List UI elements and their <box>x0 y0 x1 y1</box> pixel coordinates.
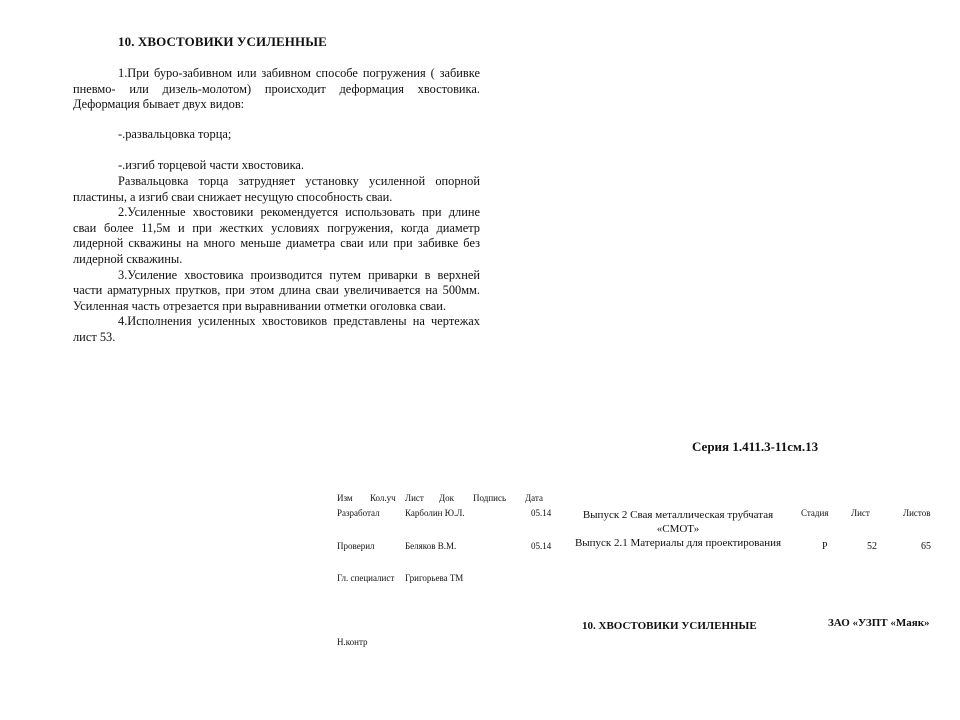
paragraph-1: 1.При буро-забивном или забивном способе погружения ( забивке пневмо- или дизель-молотом) происходит деформация хвостовика. Деформация бывает двух видов: <box>73 66 480 112</box>
company-name: ЗАО «УЗПТ «Маяк» <box>828 617 930 629</box>
header-data: Дата <box>525 493 543 503</box>
stage-label: Стадия <box>801 508 829 518</box>
row-checked-role: Проверил <box>337 541 375 551</box>
sheet-value: 52 <box>867 541 877 552</box>
header-podpis: Подпись <box>473 493 507 503</box>
paragraph-flaring: -.развальцовка торца; <box>118 126 232 141</box>
document-title: 10. ХВОСТОВИКИ УСИЛЕННЫЕ <box>118 34 327 49</box>
header-dok: Док <box>439 493 455 503</box>
sheets-total-label: Листов <box>903 508 931 518</box>
series-code: Серия 1.411.3-11см.13 <box>692 439 819 454</box>
row-checked-name: Беляков В.М. <box>405 541 457 551</box>
header-izm: Изм <box>337 493 353 503</box>
row-developed-date: 05.14 <box>531 508 552 518</box>
section-title: 10. ХВОСТОВИКИ УСИЛЕННЫЕ <box>582 620 757 632</box>
paragraph-flaring-effect: Развальцовка торца затрудняет установку усиленной опорной пластины, а изгиб сваи снижает несущую способность сваи. <box>73 173 480 204</box>
row-norm-control-role: Н.контр <box>337 637 368 647</box>
row-checked-date: 05.14 <box>531 541 552 551</box>
sheet-label: Лист <box>851 508 870 518</box>
product-title: Выпуск 2 Свая металлическая трубчатая «СМОТ» <box>582 509 774 535</box>
paragraph-2: 2.Усиленные хвостовики рекомендуется использовать при длине сваи более 11,5м и при жестких условиях погружения, когда диаметр лидерной скважины на много меньше диаметра сваи или при забивке без лидерной скважины. <box>73 205 480 266</box>
row-developed-role: Разработал <box>337 508 380 518</box>
row-developed-name: Карболин Ю.Л. <box>405 508 465 518</box>
paragraph-3: 3.Усиление хвостовика производится путем приварки в верхней части арматурных прутков, при этом длина сваи увеличивается на 500мм. Усиленная часть отрезается при выравнивании отметки оголовка сваи. <box>73 267 480 313</box>
paragraph-4: 4.Исполнения усиленных хвостовиков представлены на чертежах лист 53. <box>73 314 480 344</box>
row-chief-role: Гл. специалист <box>337 573 395 583</box>
product-subtitle: Выпуск 2.1 Материалы для проектирования <box>574 537 782 549</box>
row-chief-name: Григорьева ТМ <box>405 573 464 583</box>
sheets-total-value: 65 <box>921 541 931 552</box>
stage-value: Р <box>822 541 828 552</box>
header-list: Лист <box>405 493 424 503</box>
paragraph-bending: -.изгиб торцевой части хвостовика. <box>118 158 305 173</box>
header-kol-uch: Кол.уч <box>370 493 396 503</box>
document-body <box>73 66 480 346</box>
